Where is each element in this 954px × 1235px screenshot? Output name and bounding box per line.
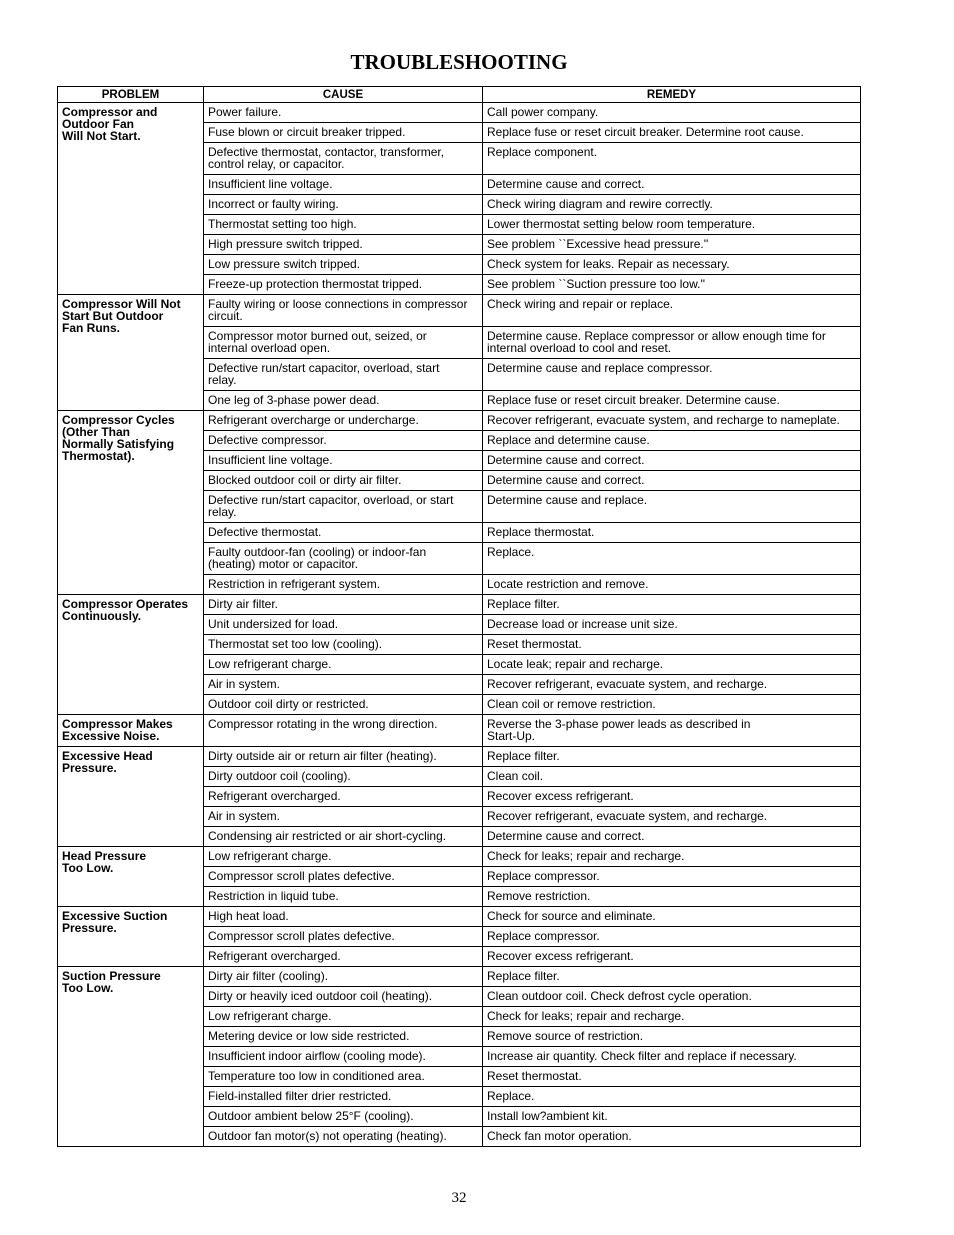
cause-cell: Refrigerant overcharged.: [204, 787, 483, 807]
remedy-cell: Determine cause and correct.: [483, 175, 861, 195]
remedy-cell: Replace.: [483, 1087, 861, 1107]
remedy-cell: Recover refrigerant, evacuate system, and recharge to nameplate.: [483, 411, 861, 431]
remedy-cell: Determine cause and replace compressor.: [483, 359, 861, 391]
remedy-cell: Replace filter.: [483, 967, 861, 987]
table-row: [58, 295, 861, 327]
problem-cell: Head Pressure Too Low.: [58, 847, 204, 907]
remedy-cell: Replace compressor.: [483, 867, 861, 887]
problem-cell: Compressor Cycles (Other Than Normally Satisfying Thermostat).: [58, 411, 204, 595]
cause-cell: Compressor rotating in the wrong direction.: [204, 715, 483, 747]
cause-cell: Air in system.: [204, 675, 483, 695]
header-cause: CAUSE: [204, 87, 483, 103]
page-number: 32: [451, 1190, 467, 1206]
table-row: [58, 411, 861, 431]
cause-cell: Restriction in liquid tube.: [204, 887, 483, 907]
remedy-cell: Locate leak; repair and recharge.: [483, 655, 861, 675]
remedy-cell: Check wiring and repair or replace.: [483, 295, 861, 327]
cause-cell: Dirty or heavily iced outdoor coil (heating).: [204, 987, 483, 1007]
cause-cell: Compressor scroll plates defective.: [204, 927, 483, 947]
table-row: [58, 847, 861, 867]
remedy-cell: Check for source and eliminate.: [483, 907, 861, 927]
table-header-row: [58, 87, 861, 103]
cause-cell: Faulty outdoor-fan (cooling) or indoor-fan (heating) motor or capacitor.: [204, 543, 483, 575]
cause-cell: Fuse blown or circuit breaker tripped.: [204, 123, 483, 143]
remedy-cell: See problem ``Excessive head pressure.'': [483, 235, 861, 255]
remedy-cell: Remove source of restriction.: [483, 1027, 861, 1047]
cause-cell: One leg of 3-phase power dead.: [204, 391, 483, 411]
cause-cell: Dirty air filter.: [204, 595, 483, 615]
table-row: [58, 907, 861, 927]
remedy-cell: See problem ``Suction pressure too low.'': [483, 275, 861, 295]
cause-cell: Power failure.: [204, 103, 483, 123]
remedy-cell: Check system for leaks. Repair as necessary.: [483, 255, 861, 275]
cause-cell: Refrigerant overcharged.: [204, 947, 483, 967]
remedy-cell: Increase air quantity. Check filter and replace if necessary.: [483, 1047, 861, 1067]
remedy-cell: Clean outdoor coil. Check defrost cycle operation.: [483, 987, 861, 1007]
remedy-cell: Call power company.: [483, 103, 861, 123]
cause-cell: Defective run/start capacitor, overload, start relay.: [204, 359, 483, 391]
cause-cell: Insufficient line voltage.: [204, 175, 483, 195]
cause-cell: Dirty air filter (cooling).: [204, 967, 483, 987]
problem-cell: Compressor and Outdoor Fan Will Not Start.: [58, 103, 204, 295]
cause-cell: Dirty outdoor coil (cooling).: [204, 767, 483, 787]
problem-cell: Compressor Operates Continuously.: [58, 595, 204, 715]
cause-cell: Condensing air restricted or air short-cycling.: [204, 827, 483, 847]
cause-cell: Dirty outside air or return air filter (heating).: [204, 747, 483, 767]
remedy-cell: Replace thermostat.: [483, 523, 861, 543]
remedy-cell: Check for leaks; repair and recharge.: [483, 847, 861, 867]
remedy-cell: Remove restriction.: [483, 887, 861, 907]
cause-cell: Refrigerant overcharge or undercharge.: [204, 411, 483, 431]
cause-cell: Compressor motor burned out, seized, or internal overload open.: [204, 327, 483, 359]
remedy-cell: Replace component.: [483, 143, 861, 175]
cause-cell: Field-installed filter drier restricted.: [204, 1087, 483, 1107]
cause-cell: Defective compressor.: [204, 431, 483, 451]
remedy-cell: Recover refrigerant, evacuate system, and recharge.: [483, 807, 861, 827]
remedy-cell: Replace filter.: [483, 747, 861, 767]
remedy-cell: Determine cause and correct.: [483, 451, 861, 471]
cause-cell: Blocked outdoor coil or dirty air filter.: [204, 471, 483, 491]
remedy-cell: Replace.: [483, 543, 861, 575]
remedy-cell: Reset thermostat.: [483, 1067, 861, 1087]
cause-cell: Outdoor fan motor(s) not operating (heating).: [204, 1127, 483, 1147]
cause-cell: Insufficient line voltage.: [204, 451, 483, 471]
remedy-cell: Lower thermostat setting below room temperature.: [483, 215, 861, 235]
page-title: TROUBLESHOOTING: [350, 50, 568, 74]
troubleshooting-table: [57, 86, 861, 1147]
header-problem: PROBLEM: [58, 87, 204, 103]
table-row: [58, 967, 861, 987]
remedy-cell: Recover excess refrigerant.: [483, 787, 861, 807]
remedy-cell: Replace fuse or reset circuit breaker. Determine root cause.: [483, 123, 861, 143]
remedy-cell: Check for leaks; repair and recharge.: [483, 1007, 861, 1027]
cause-cell: Thermostat set too low (cooling).: [204, 635, 483, 655]
table-row: [58, 595, 861, 615]
header-remedy: REMEDY: [483, 87, 861, 103]
problem-cell: Compressor Makes Excessive Noise.: [58, 715, 204, 747]
cause-cell: Thermostat setting too high.: [204, 215, 483, 235]
table-body: [58, 103, 861, 1147]
cause-cell: Incorrect or faulty wiring.: [204, 195, 483, 215]
remedy-cell: Recover excess refrigerant.: [483, 947, 861, 967]
cause-cell: Insufficient indoor airflow (cooling mode).: [204, 1047, 483, 1067]
cause-cell: Low pressure switch tripped.: [204, 255, 483, 275]
cause-cell: Defective thermostat.: [204, 523, 483, 543]
cause-cell: Faulty wiring or loose connections in compressor circuit.: [204, 295, 483, 327]
cause-cell: Restriction in refrigerant system.: [204, 575, 483, 595]
remedy-cell: Locate restriction and remove.: [483, 575, 861, 595]
cause-cell: Outdoor ambient below 25°F (cooling).: [204, 1107, 483, 1127]
problem-cell: Excessive Suction Pressure.: [58, 907, 204, 967]
cause-cell: Low refrigerant charge.: [204, 847, 483, 867]
remedy-cell: Replace and determine cause.: [483, 431, 861, 451]
cause-cell: Temperature too low in conditioned area.: [204, 1067, 483, 1087]
remedy-cell: Reverse the 3-phase power leads as described in Start-Up.: [483, 715, 861, 747]
cause-cell: Freeze-up protection thermostat tripped.: [204, 275, 483, 295]
problem-cell: Suction Pressure Too Low.: [58, 967, 204, 1147]
cause-cell: Metering device or low side restricted.: [204, 1027, 483, 1047]
remedy-cell: Determine cause and correct.: [483, 471, 861, 491]
cause-cell: Unit undersized for load.: [204, 615, 483, 635]
remedy-cell: Decrease load or increase unit size.: [483, 615, 861, 635]
remedy-cell: Clean coil.: [483, 767, 861, 787]
table-row: [58, 747, 861, 767]
cause-cell: Air in system.: [204, 807, 483, 827]
remedy-cell: Clean coil or remove restriction.: [483, 695, 861, 715]
cause-cell: Low refrigerant charge.: [204, 1007, 483, 1027]
remedy-cell: Replace fuse or reset circuit breaker. Determine cause.: [483, 391, 861, 411]
remedy-cell: Replace filter.: [483, 595, 861, 615]
table-row: [58, 715, 861, 747]
remedy-cell: Recover refrigerant, evacuate system, and recharge.: [483, 675, 861, 695]
remedy-cell: Check wiring diagram and rewire correctly.: [483, 195, 861, 215]
cause-cell: Defective run/start capacitor, overload, or start relay.: [204, 491, 483, 523]
remedy-cell: Replace compressor.: [483, 927, 861, 947]
cause-cell: Compressor scroll plates defective.: [204, 867, 483, 887]
cause-cell: High pressure switch tripped.: [204, 235, 483, 255]
remedy-cell: Reset thermostat.: [483, 635, 861, 655]
remedy-cell: Determine cause and replace.: [483, 491, 861, 523]
remedy-cell: Install low?ambient kit.: [483, 1107, 861, 1127]
remedy-cell: Determine cause. Replace compressor or allow enough time for internal overload to cool and reset.: [483, 327, 861, 359]
problem-cell: Compressor Will Not Start But Outdoor Fan Runs.: [58, 295, 204, 411]
cause-cell: Outdoor coil dirty or restricted.: [204, 695, 483, 715]
cause-cell: Low refrigerant charge.: [204, 655, 483, 675]
remedy-cell: Determine cause and correct.: [483, 827, 861, 847]
cause-cell: High heat load.: [204, 907, 483, 927]
table-row: [58, 103, 861, 123]
remedy-cell: Check fan motor operation.: [483, 1127, 861, 1147]
problem-cell: Excessive Head Pressure.: [58, 747, 204, 847]
cause-cell: Defective thermostat, contactor, transformer, control relay, or capacitor.: [204, 143, 483, 175]
